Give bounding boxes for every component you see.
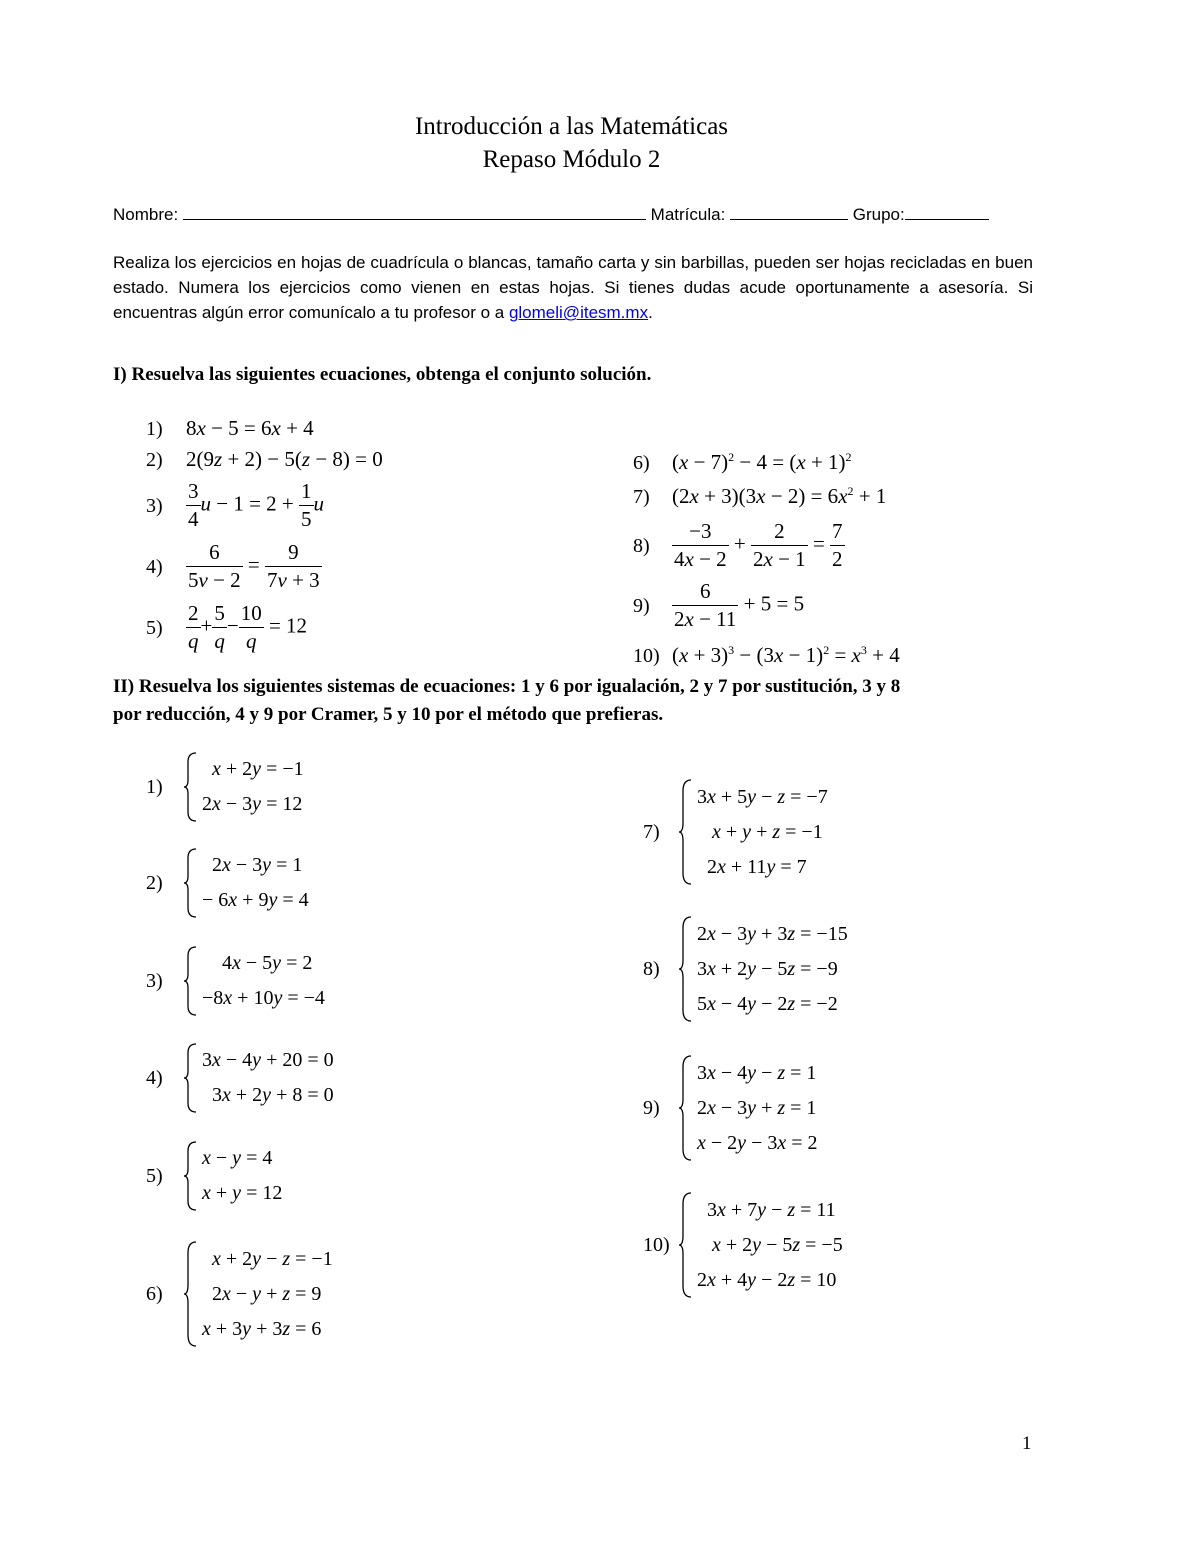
system-1: 1) x + 2y = −1 2x − 3y = 12 xyxy=(146,752,304,822)
eq3-number: 3) xyxy=(146,495,163,517)
group-field[interactable] xyxy=(905,202,989,220)
sys6-number: 6) xyxy=(146,1282,163,1305)
student-info-line xyxy=(113,202,989,225)
eq6-number: 6) xyxy=(633,452,650,474)
page-subtitle: Repaso Módulo 2 xyxy=(482,146,661,173)
sys10-number: 10) xyxy=(643,1233,670,1256)
eq7-number: 7) xyxy=(633,486,650,508)
eq8-number: 8) xyxy=(633,535,650,557)
sys4-number: 4) xyxy=(146,1066,163,1089)
brace-icon xyxy=(679,779,693,885)
sys9-number: 9) xyxy=(643,1096,660,1119)
sys3-number: 3) xyxy=(146,969,163,992)
eq5-number: 5) xyxy=(146,617,163,639)
system-7: 7) 3x + 5y − z = −7 x + y + z = −1 2x + 11y = 7 xyxy=(643,779,828,885)
equation-6: $(x - 7)^2 - 4 = (x + 1)^2$ xyxy=(672,450,852,474)
sys2-number: 2) xyxy=(146,871,163,894)
system-8: 8) 2x − 3y + 3z = −15 3x + 2y − 5z = −9 5x − 4y − 2z = −2 xyxy=(643,916,848,1022)
brace-icon xyxy=(184,1043,198,1113)
brace-icon xyxy=(184,946,198,1016)
sys7-number: 7) xyxy=(643,820,660,843)
instructions-paragraph xyxy=(113,250,1033,325)
brace-icon xyxy=(184,1241,198,1347)
brace-icon xyxy=(679,916,693,1022)
system-9: 9) 3x − 4y − z = 1 2x − 3y + z = 1 x − 2y − 3x = 2 xyxy=(643,1055,818,1161)
equation-10: $(x + 3)^3 - (3x - 1)^2 = x^3 + 4$ xyxy=(672,643,900,667)
section-2-heading-line-1: II) Resuelva los siguientes sistemas de ecuaciones: 1 y 6 por igualación, 2 y 7 por sustitución, 3 y 8 xyxy=(113,676,901,697)
equation-9: $\frac{6}{2x - 11}$ + 5 = 5 xyxy=(674,579,805,631)
equation-1: 8x − 5 = 6x + 4 xyxy=(186,416,314,440)
brace-icon xyxy=(679,1192,693,1298)
system-4: 4) 3x − 4y + 20 = 0 3x + 2y + 8 = 0 xyxy=(146,1043,334,1113)
section-1-heading: I) Resuelva las siguientes ecuaciones, obtenga el conjunto solución. xyxy=(113,364,652,385)
brace-icon xyxy=(184,1141,198,1211)
sys5-number: 5) xyxy=(146,1164,163,1187)
name-label: Nombre: xyxy=(113,205,179,224)
eq4-number: 4) xyxy=(146,556,163,578)
system-10: 10) 3x + 7y − z = 11 x + 2y − 5z = −5 2x + 4y − 2z = 10 xyxy=(643,1192,843,1298)
equation-8: $\frac{-3}{4x - 2}$ + $\frac{2}{2x - 1}$ = $\frac{7}{2}$ xyxy=(674,519,843,571)
system-6: 6) x + 2y − z = −1 2x − y + z = 9 x + 3y + 3z = 6 xyxy=(146,1241,333,1347)
system-3: 3) 4x − 5y = 2 −8x + 10y = −4 xyxy=(146,946,325,1016)
eq2-number: 2) xyxy=(146,449,163,471)
group-label: Grupo: xyxy=(852,205,905,224)
eq10-number: 10) xyxy=(633,645,660,667)
brace-icon xyxy=(184,752,198,822)
name-field[interactable] xyxy=(183,202,646,220)
sys8-number: 8) xyxy=(643,957,660,980)
instructions-text: Realiza los ejercicios en hojas de cuadrícula o blancas, tamaño carta y sin barbillas, pueden ser hojas recicladas en buen estado. Numera los ejercicios como vienen en estas hojas. Si tienes dudas acude oportunamente a asesoría. Si encuentras algún error comunícalo a tu profesor o a xyxy=(113,253,1033,322)
brace-icon xyxy=(184,848,198,918)
system-2: 2) 2x − 3y = 1 − 6x + 9y = 4 xyxy=(146,848,309,918)
eq9-number: 9) xyxy=(633,595,650,617)
page-title: Introducción a las Matemáticas xyxy=(414,113,729,140)
equation-7: $(2x + 3)(3x - 2) = 6x^2 + 1$ xyxy=(672,484,887,508)
brace-icon xyxy=(679,1055,693,1161)
equation-3: $\frac{3}{4}$ u − 1 = 2 + $\frac{1}{5}$ u xyxy=(188,479,325,531)
section-2-heading xyxy=(113,676,1093,726)
sys1-number: 1) xyxy=(146,775,163,798)
id-field[interactable] xyxy=(730,202,848,220)
id-label: Matrícula: xyxy=(650,205,726,224)
equation-4: $\frac{6}{5v - 2}$ = $\frac{9}{7v + 3}$ xyxy=(188,540,320,592)
equation-5: $\frac{2}{q}$ + $\frac{5}{q}$ − $\frac{10}{q}$ = 12 xyxy=(188,601,308,653)
eq1-number: 1) xyxy=(146,418,163,440)
page-number: 1 xyxy=(1022,1433,1032,1454)
equation-2: 2(9z + 2) − 5(z − 8) = 0 xyxy=(186,447,383,471)
instructions-end: . xyxy=(648,303,653,322)
section-2-heading-line-2: por reducción, 4 y 9 por Cramer, 5 y 10 por el método que prefieras. xyxy=(113,704,664,725)
system-5: 5) x − y = 4 x + y = 12 xyxy=(146,1141,282,1211)
email-link[interactable]: glomeli@itesm.mx xyxy=(508,303,649,322)
